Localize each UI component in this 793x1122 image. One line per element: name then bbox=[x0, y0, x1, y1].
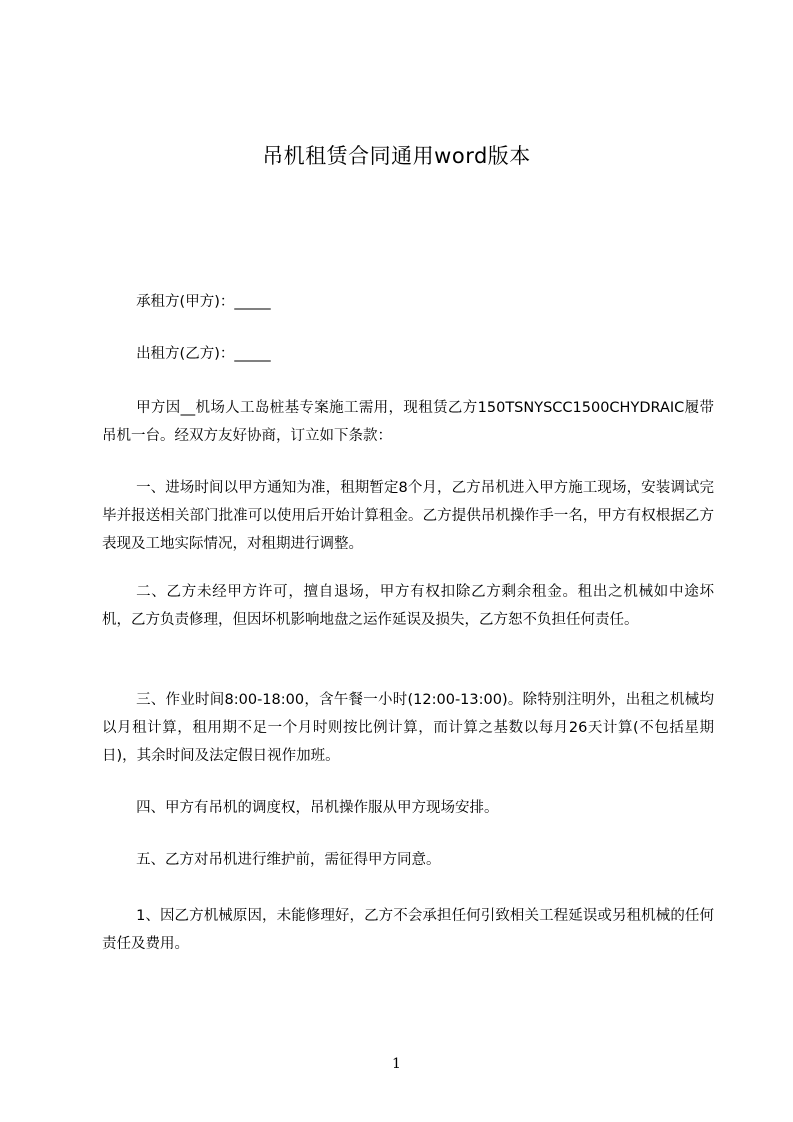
clause-5-paragraph: 五、乙方对吊机进行维护前，需征得甲方同意。 bbox=[136, 852, 441, 868]
party-b-line: 出租方(乙方)：_____ bbox=[136, 346, 271, 362]
sub-clause-1-paragraph: 1、因乙方机械原因，未能修理好，乙方不会承担任何引致相关工程延误或另租机械的任何责任及费用。 bbox=[102, 908, 714, 952]
party-a-line: 承租方(甲方)：_____ bbox=[136, 294, 271, 310]
intro-paragraph: 甲方因__机场人工岛桩基专案施工需用，现租赁乙方150TSNYSCC1500CHYDRAIC履带吊机一台。经双方友好协商，订立如下条款： bbox=[102, 400, 714, 444]
clause-1-paragraph: 一、进场时间以甲方通知为准，租期暂定8个月，乙方吊机进入甲方施工现场，安装调试完毕并报送相关部门批准可以使用后开始计算租金。乙方提供吊机操作手一名，甲方有权根据乙方表现及工地实际情况，对租期进行调整。 bbox=[102, 480, 714, 552]
page-number: 1 bbox=[392, 1056, 401, 1072]
clause-4-paragraph: 四、甲方有吊机的调度权，吊机操作服从甲方现场安排。 bbox=[136, 800, 499, 816]
clause-2-paragraph: 二、乙方未经甲方许可，擅自退场，甲方有权扣除乙方剩余租金。租出之机械如中途坏机，乙方负责修理，但因坏机影响地盘之运作延误及损失，乙方恕不负担任何责任。 bbox=[102, 584, 714, 628]
document-title: 吊机租赁合同通用word版本 bbox=[262, 144, 531, 168]
clause-3-paragraph: 三、作业时间8:00-18:00，含午餐一小时(12:00-13:00)。除特别注明外，出租之机械均以月租计算，租用期不足一个月时则按比例计算，而计算之基数以每月26天计算(不包括星期日)，其余时间及法定假日视作加班。 bbox=[102, 692, 714, 764]
